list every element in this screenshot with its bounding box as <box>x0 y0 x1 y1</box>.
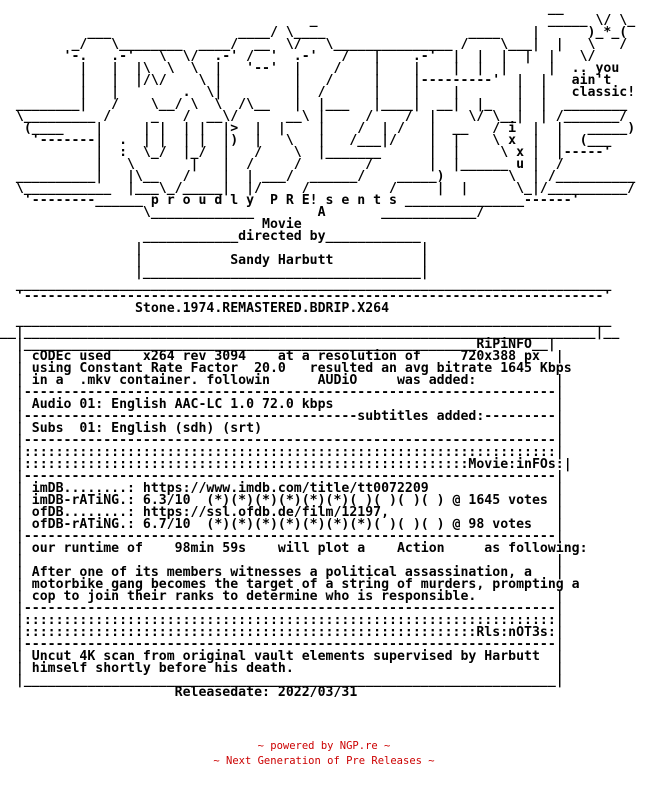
nfo-ascii-document: __ _ _____ \/ \_ ___ ____/ \____ ____ | )_*_( _/ \________ ____/ __ \/ \_______________ / \___| | \ / '-. .-' \ \/ .-' / ' .-' / | .-' | | | | | \/ | | |\ \ \ | '--' | / | | | | | | .. you | | |/\/ \ | | / | |---------' | | ain't | | . \| | / | | | | | classic! ________| / \__/ \ \ /\__ | |___ |____| __| |_ | | ________ \_________ / _ / __\/ __\ | / / | \/ \__| | /_______/ (____ | | | | | |> | | | / | / | __ / i | | _____) '-------| . | | | | |) | \ | /___|/ | | \ x | | (___ | : \_/ |_/ | / \ |_______ | | \ x | |-----' | \ | | / / / | |______ u | / __________| |\__ / | | ___/ ______/ _____) \ | /__________ \___________ |___\_/_____| |/ / / | | \_|/__________/ '--------______ p r o u d l y P R E! s e n t s _______________------' \_____________ A ____________/ Movie ____________directed by____________ | | | Sandy Harbutt | |___________________________________| ___________________________________________________________________________ '-------------------------------------------------------------------------' Stone.1974.REMASTERED.BDRIP.X264 ___________________________________________________________________________ __|________________________________________________________________________|__ |_________________________________________________________RiPiNFO__| | cODEc used x264 rev 3094 at a resolution of 720x388 px | | using Constant Rate Factor 20.0 resulted an avg bitrate 1645 Kbps | in a .mkv container. followin AUDiO was added: | |-------------------------------------------------------------------| | Audio 01: English AAC-LC 1.0 72.0 kbps | |------------------------------------------subtitles added:---------| | Subs 01: English (sdh) (srt) | |-------------------------------------------------------------------| |:::::::::::::::::::::::::::::::::::::::::::::::::::::::::::::::::::| |::::::::::::::::::::::::::::::::::::::::::::::::::::::::Movie:inFOs:| |-------------------------------------------------------------------| | imDB........: https://www.imdb.com/title/tt0072209 | | imDB-rATiNG.: 6.3/10 (*)(*)(*)(*)(*)(*)( )( )( )( ) @ 1645 votes | | ofDB........: https://ssl.ofdb.de/film/12197, | | ofDB-rATiNG.: 6.7/10 (*)(*)(*)(*)(*)(*)(*)( )( )( ) @ 98 votes | |-------------------------------------------------------------------| | our runtime of 98min 59s will plot a Action as following: | | | After one of its members witnesses a political assassination, a | | motorbike gang becomes the target of a string of murders, prompting a | cop to join their ranks to determine who is responsible. | |-------------------------------------------------------------------| |:::::::::::::::::::::::::::::::::::::::::::::::::::::::::::::::::::| |:::::::::::::::::::::::::::::::::::::::::::::::::::::::::Rls:nOT3s:| |-------------------------------------------------------------------| | Uncut 4K scan from original vault elements supervised by Harbutt | | himself shortly before his death. | |___________________________________________________________________| Releasedate: 2022/03/31 <box>0 1 636 700</box>
powered-by-line: ~ powered by NGP.re ~ <box>257 740 391 752</box>
next-generation-line: ~ Next Generation of Pre Releases ~ <box>213 755 435 767</box>
